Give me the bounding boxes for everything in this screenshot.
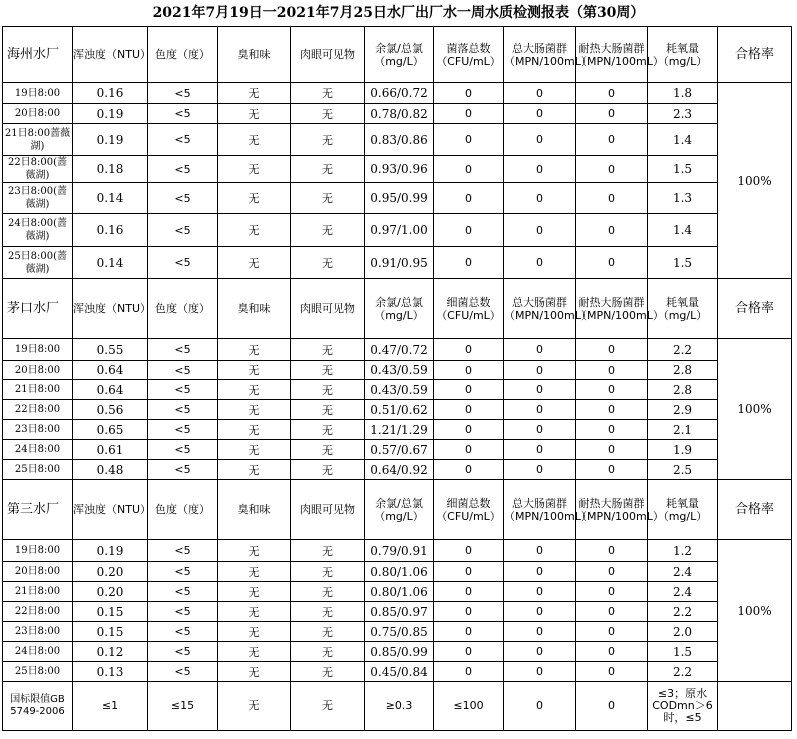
date-cell: 23日8:00(蔷薇湖) — [3, 183, 73, 214]
bacteria-count-cell: 0 — [434, 602, 504, 622]
turbidity-cell: 0.55 — [73, 339, 148, 361]
visible-matter-cell: 无 — [291, 156, 365, 183]
turbidity-cell: 0.20 — [73, 562, 148, 582]
turbidity-cell: 0.16 — [73, 83, 148, 104]
table-row — [3, 247, 792, 279]
turbidity-cell: 0.16 — [73, 214, 148, 247]
color-cell: <5 — [148, 602, 218, 622]
date-cell: 24日8:00 — [3, 642, 73, 662]
chlorine-cell: 0.66/0.72 — [365, 83, 434, 104]
bacteria-count-cell: 0 — [434, 420, 504, 440]
column-header-chlorine: 余氯/总氯（mg/L） — [365, 27, 434, 83]
bacteria-count-cell: 0 — [434, 642, 504, 662]
color-cell: <5 — [148, 361, 218, 380]
visible-matter-cell: 无 — [291, 602, 365, 622]
column-header-color: 色度（度） — [148, 27, 218, 83]
limit-chlorine: ≥0.3 — [365, 682, 434, 731]
color-cell: <5 — [148, 247, 218, 279]
date-cell: 21日8:00蔷薇湖) — [3, 124, 73, 156]
color-cell: <5 — [148, 622, 218, 642]
visible-matter-cell: 无 — [291, 642, 365, 662]
color-cell: <5 — [148, 582, 218, 602]
color-cell: <5 — [148, 339, 218, 361]
total-coliform-cell: 0 — [504, 104, 576, 124]
total-coliform-cell: 0 — [504, 183, 576, 214]
column-header-chlorine: 余氯/总氯（mg/L） — [365, 480, 434, 540]
chlorine-cell: 0.85/0.99 — [365, 642, 434, 662]
color-cell: <5 — [148, 156, 218, 183]
column-header-visible-matter: 肉眼可见物 — [291, 279, 365, 339]
oxygen-consumption-cell: 1.9 — [648, 440, 718, 460]
visible-matter-cell: 无 — [291, 562, 365, 582]
total-coliform-cell: 0 — [504, 602, 576, 622]
column-header-bacteria-count: 细菌总数（CFU/mL） — [434, 279, 504, 339]
date-cell: 20日8:00 — [3, 562, 73, 582]
visible-matter-cell: 无 — [291, 183, 365, 214]
oxygen-consumption-cell: 2.2 — [648, 662, 718, 682]
total-coliform-cell: 0 — [504, 642, 576, 662]
turbidity-cell: 0.65 — [73, 420, 148, 440]
column-header-pass-rate: 合格率 — [718, 480, 792, 540]
bacteria-count-cell: 0 — [434, 247, 504, 279]
visible-matter-cell: 无 — [291, 124, 365, 156]
bacteria-count-cell: 0 — [434, 460, 504, 480]
thermotolerant-coliform-cell: 0 — [576, 104, 648, 124]
table-row — [3, 540, 792, 562]
table-row — [3, 562, 792, 582]
turbidity-cell: 0.12 — [73, 642, 148, 662]
date-cell: 23日8:00 — [3, 622, 73, 642]
thermotolerant-coliform-cell: 0 — [576, 602, 648, 622]
turbidity-cell: 0.13 — [73, 662, 148, 682]
total-coliform-cell: 0 — [504, 214, 576, 247]
odor-cell: 无 — [218, 420, 291, 440]
total-coliform-cell: 0 — [504, 361, 576, 380]
bacteria-count-cell: 0 — [434, 214, 504, 247]
thermotolerant-coliform-cell: 0 — [576, 214, 648, 247]
table-row — [3, 183, 792, 214]
table-row — [3, 380, 792, 400]
total-coliform-cell: 0 — [504, 83, 576, 104]
oxygen-consumption-cell: 1.5 — [648, 642, 718, 662]
odor-cell: 无 — [218, 562, 291, 582]
oxygen-consumption-cell: 2.1 — [648, 420, 718, 440]
thermotolerant-coliform-cell: 0 — [576, 460, 648, 480]
table-row — [3, 582, 792, 602]
table-row — [3, 400, 792, 420]
bacteria-count-cell: 0 — [434, 562, 504, 582]
bacteria-count-cell: 0 — [434, 622, 504, 642]
table-row — [3, 361, 792, 380]
chlorine-cell: 0.80/1.06 — [365, 562, 434, 582]
column-header-oxygen-consumption: 耗氧量（mg/L） — [648, 279, 718, 339]
pass-rate-cell: 100% — [718, 339, 792, 480]
table-row — [3, 622, 792, 642]
column-header-thermotolerant-coliform: 耐热大肠菌群（MPN/100mL） — [576, 480, 648, 540]
odor-cell: 无 — [218, 83, 291, 104]
column-header-chlorine: 余氯/总氯（mg/L） — [365, 279, 434, 339]
odor-cell: 无 — [218, 400, 291, 420]
limit-oxygen-consumption: ≤3；原水CODmn＞6时，≤5 — [648, 682, 718, 731]
table-row — [3, 440, 792, 460]
limit-odor: 无 — [218, 682, 291, 731]
visible-matter-cell: 无 — [291, 247, 365, 279]
date-cell: 22日8:00(蔷薇湖) — [3, 156, 73, 183]
chlorine-cell: 0.93/0.96 — [365, 156, 434, 183]
date-cell: 25日8:00 — [3, 460, 73, 480]
chlorine-cell: 0.97/1.00 — [365, 214, 434, 247]
odor-cell: 无 — [218, 662, 291, 682]
standard-label: 国标限值GB 5749-2006 — [3, 682, 73, 731]
chlorine-cell: 0.85/0.97 — [365, 602, 434, 622]
turbidity-cell: 0.61 — [73, 440, 148, 460]
thermotolerant-coliform-cell: 0 — [576, 247, 648, 279]
bacteria-count-cell: 0 — [434, 83, 504, 104]
column-header-pass-rate: 合格率 — [718, 279, 792, 339]
odor-cell: 无 — [218, 156, 291, 183]
color-cell: <5 — [148, 440, 218, 460]
table-row — [3, 642, 792, 662]
column-header-turbidity: 浑浊度（NTU） — [73, 27, 148, 83]
column-header-visible-matter: 肉眼可见物 — [291, 27, 365, 83]
total-coliform-cell: 0 — [504, 156, 576, 183]
total-coliform-cell: 0 — [504, 247, 576, 279]
date-cell: 21日8:00 — [3, 380, 73, 400]
turbidity-cell: 0.15 — [73, 602, 148, 622]
section-header-row — [3, 480, 792, 540]
turbidity-cell: 0.19 — [73, 540, 148, 562]
limit-bacteria-count: ≤100 — [434, 682, 504, 731]
oxygen-consumption-cell: 2.4 — [648, 582, 718, 602]
odor-cell: 无 — [218, 460, 291, 480]
oxygen-consumption-cell: 1.4 — [648, 124, 718, 156]
column-header-color: 色度（度） — [148, 480, 218, 540]
odor-cell: 无 — [218, 247, 291, 279]
oxygen-consumption-cell: 1.4 — [648, 214, 718, 247]
column-header-thermotolerant-coliform: 耐热大肠菌群（MPN/100mL） — [576, 27, 648, 83]
chlorine-cell: 0.43/0.59 — [365, 380, 434, 400]
oxygen-consumption-cell: 2.9 — [648, 400, 718, 420]
date-cell: 25日8:00 — [3, 662, 73, 682]
turbidity-cell: 0.64 — [73, 361, 148, 380]
total-coliform-cell: 0 — [504, 400, 576, 420]
thermotolerant-coliform-cell: 0 — [576, 440, 648, 460]
oxygen-consumption-cell: 1.2 — [648, 540, 718, 562]
bacteria-count-cell: 0 — [434, 582, 504, 602]
thermotolerant-coliform-cell: 0 — [576, 183, 648, 214]
limit-turbidity: ≤1 — [73, 682, 148, 731]
column-header-total-coliform: 总大肠菌群（MPN/100mL） — [504, 279, 576, 339]
oxygen-consumption-cell: 1.5 — [648, 156, 718, 183]
column-header-thermotolerant-coliform: 耐热大肠菌群（MPN/100mL） — [576, 279, 648, 339]
turbidity-cell: 0.14 — [73, 247, 148, 279]
table-row — [3, 420, 792, 440]
chlorine-cell: 0.43/0.59 — [365, 361, 434, 380]
oxygen-consumption-cell: 1.8 — [648, 83, 718, 104]
thermotolerant-coliform-cell: 0 — [576, 361, 648, 380]
limit-color: ≤15 — [148, 682, 218, 731]
chlorine-cell: 0.95/0.99 — [365, 183, 434, 214]
column-header-turbidity: 浑浊度（NTU） — [73, 480, 148, 540]
table-row — [3, 214, 792, 247]
visible-matter-cell: 无 — [291, 420, 365, 440]
color-cell: <5 — [148, 642, 218, 662]
odor-cell: 无 — [218, 183, 291, 214]
bacteria-count-cell: 0 — [434, 104, 504, 124]
turbidity-cell: 0.19 — [73, 104, 148, 124]
bacteria-count-cell: 0 — [434, 124, 504, 156]
column-header-total-coliform: 总大肠菌群（MPN/100mL） — [504, 480, 576, 540]
total-coliform-cell: 0 — [504, 440, 576, 460]
total-coliform-cell: 0 — [504, 540, 576, 562]
visible-matter-cell: 无 — [291, 662, 365, 682]
visible-matter-cell: 无 — [291, 214, 365, 247]
date-cell: 21日8:00 — [3, 582, 73, 602]
column-header-visible-matter: 肉眼可见物 — [291, 480, 365, 540]
chlorine-cell: 0.75/0.85 — [365, 622, 434, 642]
chlorine-cell: 0.47/0.72 — [365, 339, 434, 361]
oxygen-consumption-cell: 2.5 — [648, 460, 718, 480]
visible-matter-cell: 无 — [291, 380, 365, 400]
date-cell: 23日8:00 — [3, 420, 73, 440]
section-header-row — [3, 279, 792, 339]
bacteria-count-cell: 0 — [434, 361, 504, 380]
odor-cell: 无 — [218, 582, 291, 602]
chlorine-cell: 0.51/0.62 — [365, 400, 434, 420]
thermotolerant-coliform-cell: 0 — [576, 642, 648, 662]
total-coliform-cell: 0 — [504, 124, 576, 156]
bacteria-count-cell: 0 — [434, 339, 504, 361]
oxygen-consumption-cell: 2.8 — [648, 361, 718, 380]
odor-cell: 无 — [218, 540, 291, 562]
oxygen-consumption-cell: 1.5 — [648, 247, 718, 279]
water-quality-table — [2, 26, 792, 731]
thermotolerant-coliform-cell: 0 — [576, 562, 648, 582]
visible-matter-cell: 无 — [291, 622, 365, 642]
date-cell: 25日8:00(蔷薇湖) — [3, 247, 73, 279]
date-cell: 22日8:00 — [3, 400, 73, 420]
chlorine-cell: 0.45/0.84 — [365, 662, 434, 682]
total-coliform-cell: 0 — [504, 622, 576, 642]
column-header-odor: 臭和味 — [218, 27, 291, 83]
thermotolerant-coliform-cell: 0 — [576, 400, 648, 420]
oxygen-consumption-cell: 2.8 — [648, 380, 718, 400]
color-cell: <5 — [148, 460, 218, 480]
odor-cell: 无 — [218, 124, 291, 156]
color-cell: <5 — [148, 420, 218, 440]
oxygen-consumption-cell: 2.0 — [648, 622, 718, 642]
visible-matter-cell: 无 — [291, 400, 365, 420]
total-coliform-cell: 0 — [504, 420, 576, 440]
visible-matter-cell: 无 — [291, 361, 365, 380]
color-cell: <5 — [148, 183, 218, 214]
oxygen-consumption-cell: 2.2 — [648, 602, 718, 622]
limit-blank — [718, 682, 792, 731]
total-coliform-cell: 0 — [504, 662, 576, 682]
chlorine-cell: 1.21/1.29 — [365, 420, 434, 440]
table-row — [3, 83, 792, 104]
visible-matter-cell: 无 — [291, 582, 365, 602]
column-header-odor: 臭和味 — [218, 279, 291, 339]
turbidity-cell: 0.64 — [73, 380, 148, 400]
chlorine-cell: 0.80/1.06 — [365, 582, 434, 602]
visible-matter-cell: 无 — [291, 540, 365, 562]
odor-cell: 无 — [218, 104, 291, 124]
chlorine-cell: 0.57/0.67 — [365, 440, 434, 460]
chlorine-cell: 0.64/0.92 — [365, 460, 434, 480]
bacteria-count-cell: 0 — [434, 380, 504, 400]
report-title: 2021年7月19日一2021年7月25日水厂出厂水一周水质检测报表（第30周） — [152, 5, 645, 21]
pass-rate-cell: 100% — [718, 540, 792, 682]
turbidity-cell: 0.48 — [73, 460, 148, 480]
color-cell: <5 — [148, 214, 218, 247]
total-coliform-cell: 0 — [504, 339, 576, 361]
bacteria-count-cell: 0 — [434, 662, 504, 682]
color-cell: <5 — [148, 380, 218, 400]
section-header-row — [3, 27, 792, 83]
plant-name: 海州水厂 — [3, 27, 73, 83]
visible-matter-cell: 无 — [291, 339, 365, 361]
thermotolerant-coliform-cell: 0 — [576, 380, 648, 400]
bacteria-count-cell: 0 — [434, 440, 504, 460]
column-header-odor: 臭和味 — [218, 480, 291, 540]
odor-cell: 无 — [218, 214, 291, 247]
column-header-bacteria-count: 细菌总数（CFU/mL） — [434, 480, 504, 540]
date-cell: 19日8:00 — [3, 339, 73, 361]
table-row — [3, 662, 792, 682]
bacteria-count-cell: 0 — [434, 400, 504, 420]
plant-name: 茅口水厂 — [3, 279, 73, 339]
turbidity-cell: 0.15 — [73, 622, 148, 642]
column-header-pass-rate: 合格率 — [718, 27, 792, 83]
total-coliform-cell: 0 — [504, 562, 576, 582]
table-row — [3, 104, 792, 124]
table-row — [3, 460, 792, 480]
date-cell: 22日8:00 — [3, 602, 73, 622]
odor-cell: 无 — [218, 642, 291, 662]
turbidity-cell: 0.56 — [73, 400, 148, 420]
thermotolerant-coliform-cell: 0 — [576, 582, 648, 602]
oxygen-consumption-cell: 2.3 — [648, 104, 718, 124]
turbidity-cell: 0.14 — [73, 183, 148, 214]
pass-rate-cell: 100% — [718, 83, 792, 279]
column-header-oxygen-consumption: 耗氧量（mg/L） — [648, 480, 718, 540]
odor-cell: 无 — [218, 380, 291, 400]
date-cell: 19日8:00 — [3, 540, 73, 562]
oxygen-consumption-cell: 1.3 — [648, 183, 718, 214]
date-cell: 24日8:00 — [3, 440, 73, 460]
color-cell: <5 — [148, 104, 218, 124]
chlorine-cell: 0.78/0.82 — [365, 104, 434, 124]
color-cell: <5 — [148, 400, 218, 420]
bacteria-count-cell: 0 — [434, 156, 504, 183]
table-row — [3, 124, 792, 156]
column-header-bacteria-count: 菌落总数（CFU/mL） — [434, 27, 504, 83]
column-header-color: 色度（度） — [148, 279, 218, 339]
thermotolerant-coliform-cell: 0 — [576, 540, 648, 562]
turbidity-cell: 0.19 — [73, 124, 148, 156]
thermotolerant-coliform-cell: 0 — [576, 622, 648, 642]
turbidity-cell: 0.20 — [73, 582, 148, 602]
date-cell: 19日8:00 — [3, 83, 73, 104]
table-row — [3, 602, 792, 622]
column-header-oxygen-consumption: 耗氧量（mg/L） — [648, 27, 718, 83]
plant-name: 第三水厂 — [3, 480, 73, 540]
total-coliform-cell: 0 — [504, 460, 576, 480]
color-cell: <5 — [148, 540, 218, 562]
odor-cell: 无 — [218, 440, 291, 460]
table-row — [3, 156, 792, 183]
thermotolerant-coliform-cell: 0 — [576, 124, 648, 156]
color-cell: <5 — [148, 662, 218, 682]
visible-matter-cell: 无 — [291, 83, 365, 104]
color-cell: <5 — [148, 562, 218, 582]
limit-total-coliform: 0 — [504, 682, 576, 731]
limit-thermotolerant-coliform: 0 — [576, 682, 648, 731]
thermotolerant-coliform-cell: 0 — [576, 83, 648, 104]
odor-cell: 无 — [218, 622, 291, 642]
national-standard-row — [3, 682, 792, 731]
table-body — [3, 27, 792, 731]
chlorine-cell: 0.83/0.86 — [365, 124, 434, 156]
turbidity-cell: 0.18 — [73, 156, 148, 183]
chlorine-cell: 0.79/0.91 — [365, 540, 434, 562]
visible-matter-cell: 无 — [291, 460, 365, 480]
bacteria-count-cell: 0 — [434, 183, 504, 214]
date-cell: 20日8:00 — [3, 361, 73, 380]
odor-cell: 无 — [218, 602, 291, 622]
chlorine-cell: 0.91/0.95 — [365, 247, 434, 279]
total-coliform-cell: 0 — [504, 582, 576, 602]
total-coliform-cell: 0 — [504, 380, 576, 400]
table-row — [3, 339, 792, 361]
odor-cell: 无 — [218, 339, 291, 361]
thermotolerant-coliform-cell: 0 — [576, 156, 648, 183]
color-cell: <5 — [148, 83, 218, 104]
oxygen-consumption-cell: 2.2 — [648, 339, 718, 361]
thermotolerant-coliform-cell: 0 — [576, 662, 648, 682]
visible-matter-cell: 无 — [291, 104, 365, 124]
limit-visible-matter: 无 — [291, 682, 365, 731]
thermotolerant-coliform-cell: 0 — [576, 339, 648, 361]
date-cell: 20日8:00 — [3, 104, 73, 124]
bacteria-count-cell: 0 — [434, 540, 504, 562]
column-header-total-coliform: 总大肠菌群（MPN/100mL） — [504, 27, 576, 83]
color-cell: <5 — [148, 124, 218, 156]
thermotolerant-coliform-cell: 0 — [576, 420, 648, 440]
odor-cell: 无 — [218, 361, 291, 380]
visible-matter-cell: 无 — [291, 440, 365, 460]
oxygen-consumption-cell: 2.4 — [648, 562, 718, 582]
column-header-turbidity: 浑浊度（NTU） — [73, 279, 148, 339]
date-cell: 24日8:00(蔷薇湖) — [3, 214, 73, 247]
